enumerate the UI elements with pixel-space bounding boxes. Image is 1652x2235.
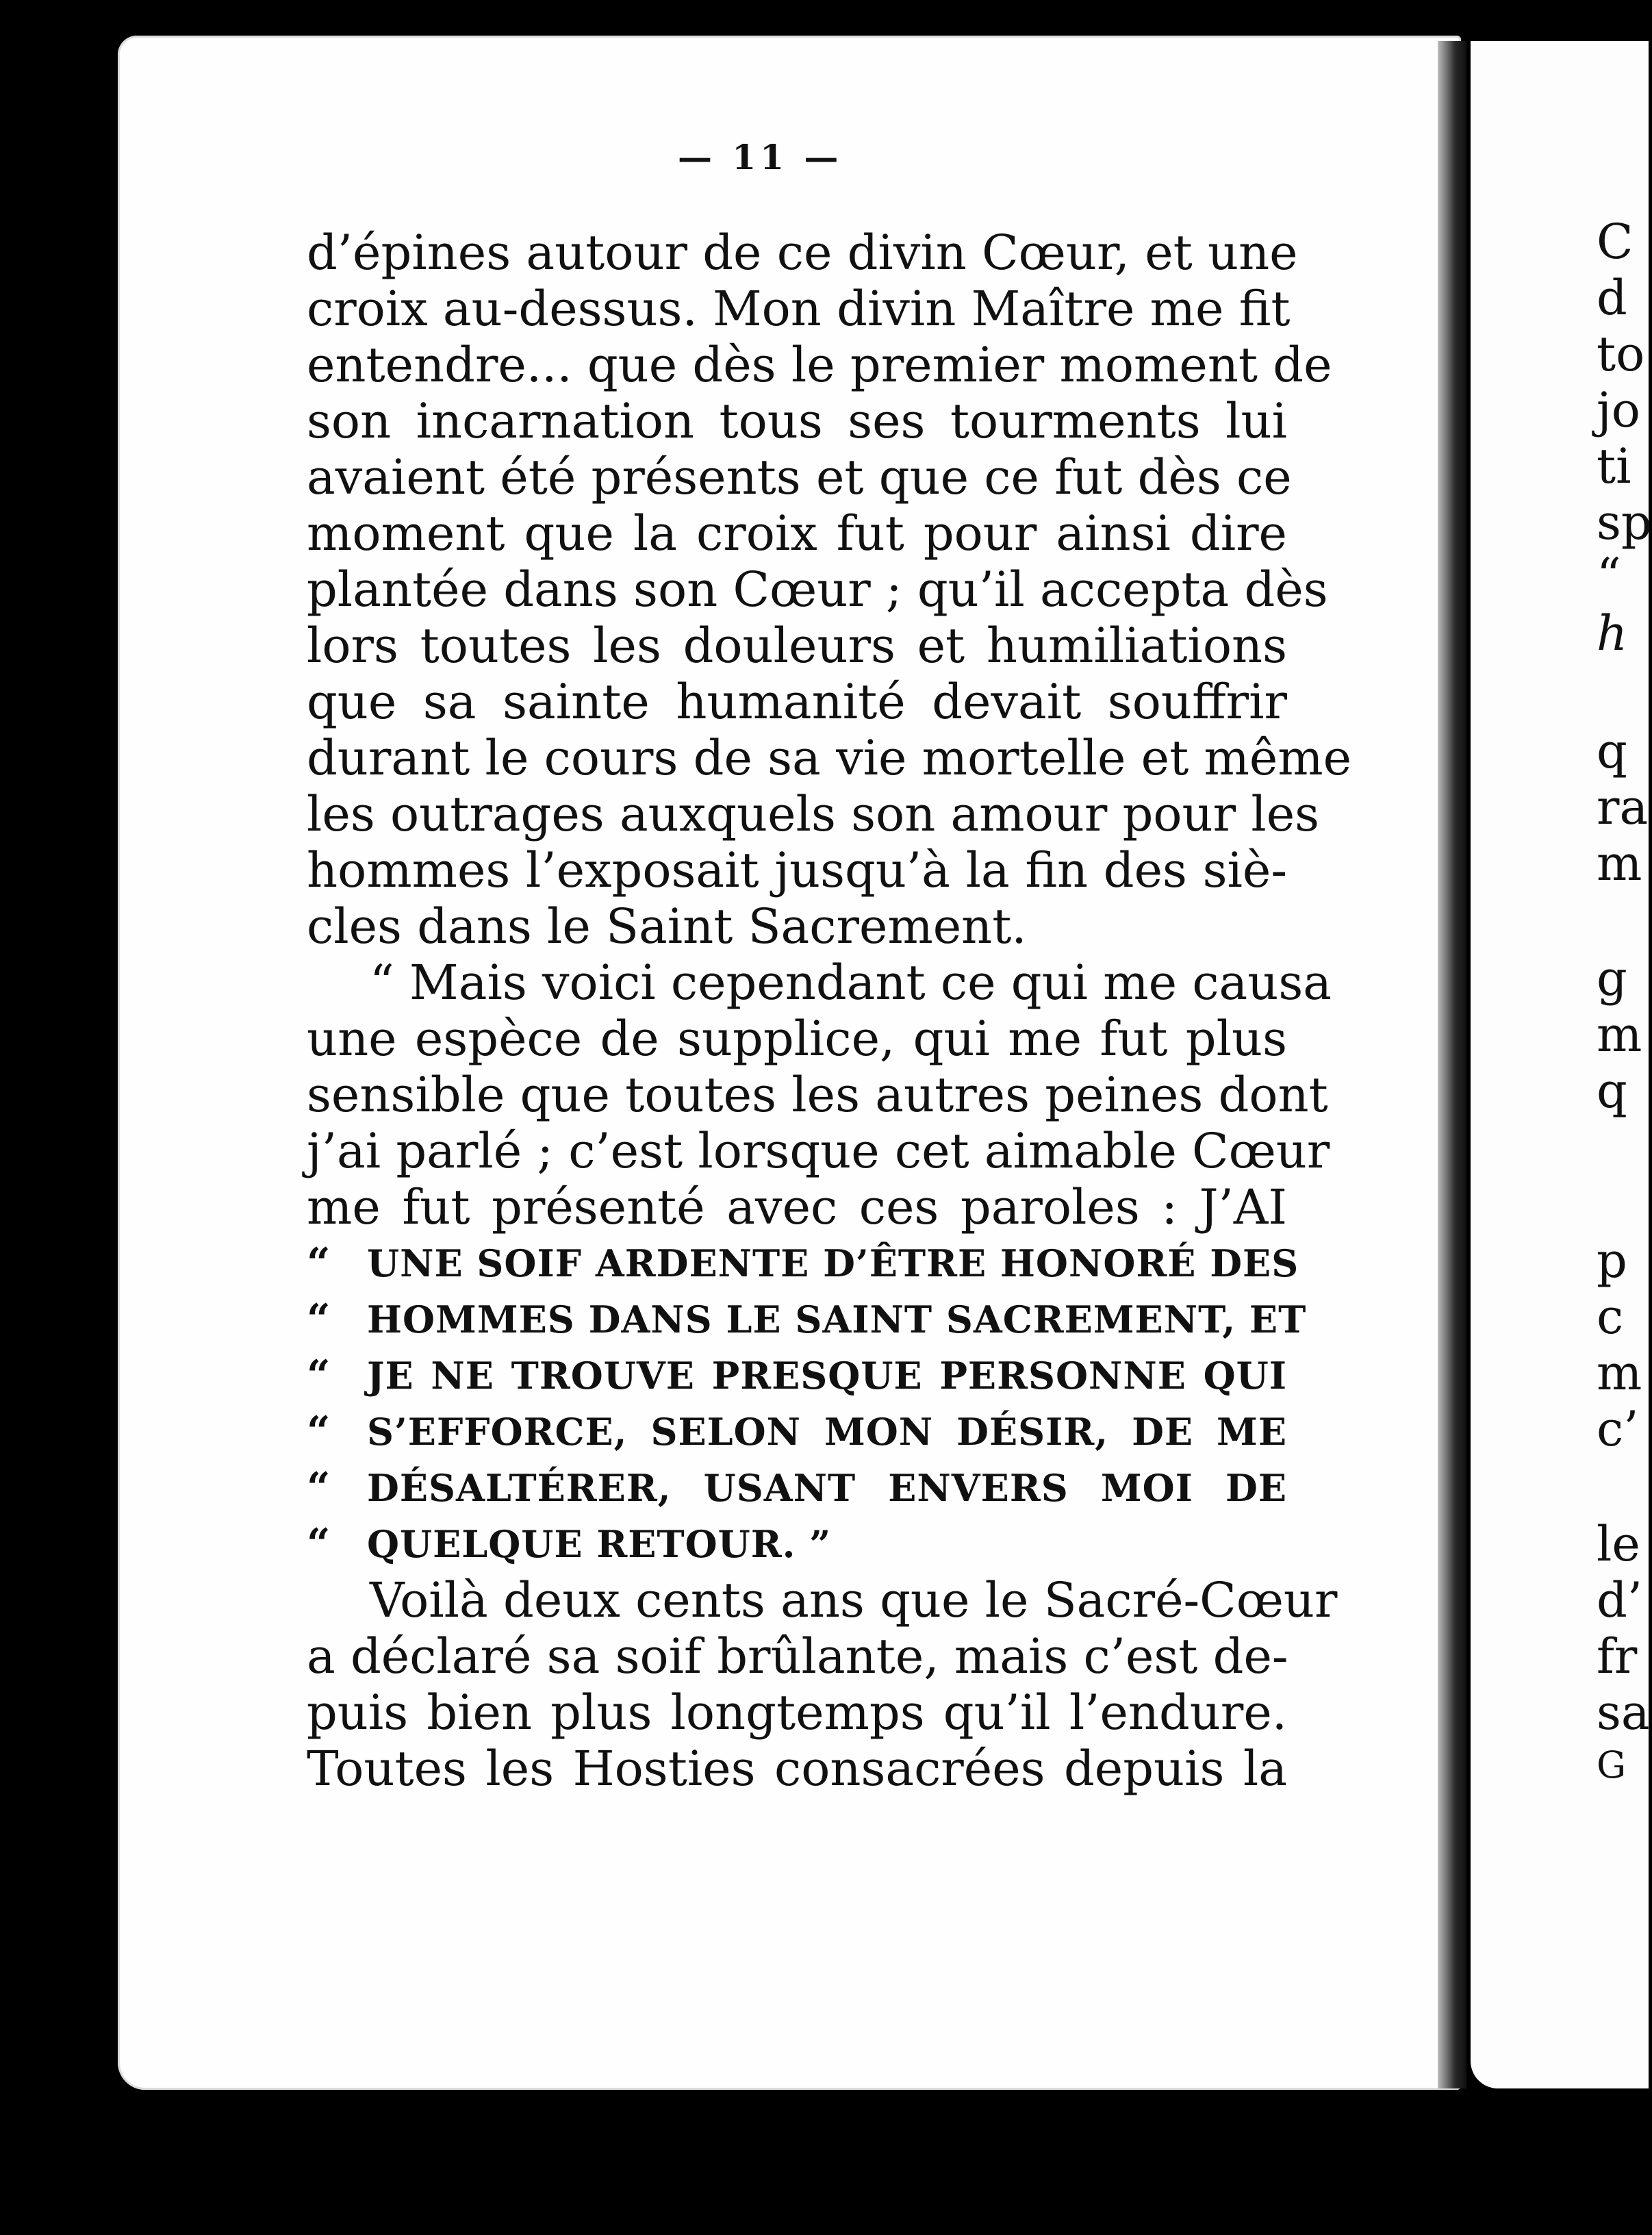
right-page-fragment: m bbox=[1597, 835, 1642, 892]
text-line: Toutes les Hosties consacrées depuis la bbox=[307, 1741, 1287, 1797]
text-line: puis bien plus longtemps qu’il l’endure. bbox=[307, 1684, 1287, 1741]
quote-mark: “ bbox=[307, 1239, 331, 1287]
quote-line: “ QUELQUE RETOUR. ” bbox=[307, 1516, 1287, 1572]
text-line: croix au-dessus. Mon divin Maître me fit bbox=[307, 281, 1291, 337]
right-page-fragment: d bbox=[1597, 270, 1627, 326]
right-page-fragment: q bbox=[1597, 723, 1627, 779]
right-page-fragment: h bbox=[1597, 605, 1628, 661]
text-line: cles dans le Saint Sacrement. bbox=[307, 898, 1027, 955]
right-page-fragment: p bbox=[1597, 1233, 1627, 1289]
text-line: son incarnation tous ses tourments lui bbox=[307, 393, 1287, 449]
right-page-fragment: ra bbox=[1597, 779, 1649, 835]
quote-block bbox=[307, 1235, 1307, 1572]
text-line: lors toutes les douleurs et humiliations bbox=[307, 618, 1287, 674]
text-line: Voilà deux cents ans que le Sacré-Cœur bbox=[370, 1572, 1338, 1628]
right-page-fragment: sa bbox=[1597, 1684, 1650, 1741]
right-page-fragment: c bbox=[1597, 1289, 1624, 1345]
body-text bbox=[307, 144, 1352, 1797]
text-line: hommes l’exposait jusqu’à la fin des siè- bbox=[307, 842, 1287, 898]
right-page-fragment: sp bbox=[1597, 494, 1652, 551]
text-line: a déclaré sa soif brûlante, mais c’est de- bbox=[307, 1628, 1288, 1684]
text-line: durant le cours de sa vie mortelle et même bbox=[307, 730, 1352, 786]
right-page-fragment: to bbox=[1597, 326, 1645, 382]
text-line: les outrages auxquels son amour pour les bbox=[307, 786, 1320, 842]
paragraph-1 bbox=[307, 225, 1352, 955]
right-page-fragment: m bbox=[1597, 1345, 1642, 1401]
quote-line: “ S’EFFORCE, SELON MON DÉSIR, DE ME bbox=[307, 1404, 1287, 1460]
right-page-fragment: G bbox=[1597, 1743, 1627, 1786]
paragraph-2 bbox=[307, 955, 1332, 1235]
right-page-fragment: ti bbox=[1597, 438, 1631, 494]
quote-line: “ JE NE TROUVE PRESQUE PERSONNE QUI bbox=[307, 1348, 1287, 1404]
right-page-fragment: m bbox=[1597, 1007, 1642, 1063]
quote-mark: “ bbox=[307, 1408, 331, 1456]
text-line: entendre... que dès le premier moment de bbox=[307, 337, 1332, 393]
text-line: “ Mais voici cependant ce qui me causa bbox=[370, 955, 1332, 1011]
quote-mark: “ bbox=[307, 1464, 331, 1512]
page-number: — 11 — bbox=[678, 137, 843, 177]
text-line: moment que la croix fut pour ainsi dire bbox=[307, 505, 1287, 561]
quote-line: “ DÉSALTÉRER, USANT ENVERS MOI DE bbox=[307, 1460, 1287, 1516]
right-page-fragment: d’ bbox=[1597, 1572, 1643, 1628]
text-line: une espèce de supplice, qui me fut plus bbox=[307, 1011, 1287, 1067]
text-line: j’ai parlé ; c’est lorsque cet aimable Cœur bbox=[307, 1123, 1330, 1179]
text-line: me fut présenté avec ces paroles : J’AI bbox=[307, 1179, 1287, 1235]
text-line: sensible que toutes les autres peines dont bbox=[307, 1067, 1328, 1123]
right-page-fragment: g bbox=[1597, 950, 1627, 1007]
right-page-fragment: c’ bbox=[1597, 1401, 1639, 1457]
paragraph-3 bbox=[307, 1572, 1338, 1797]
text-line: d’épines autour de ce divin Cœur, et une bbox=[307, 225, 1298, 281]
right-page-fragment: fr bbox=[1597, 1628, 1638, 1684]
right-page-fragment: le bbox=[1597, 1516, 1640, 1572]
text-line: plantée dans son Cœur ; qu’il accepta dès bbox=[307, 561, 1328, 618]
quote-mark: “ bbox=[307, 1296, 331, 1343]
quote-line: “ UNE SOIF ARDENTE D’ÊTRE HONORÉ DES bbox=[307, 1235, 1287, 1291]
right-page-fragment: jo bbox=[1597, 382, 1640, 438]
right-page-fragment: “ bbox=[1597, 548, 1621, 604]
quote-mark: “ bbox=[307, 1352, 331, 1400]
text-line: avaient été présents et que ce fut dès ce bbox=[307, 449, 1292, 505]
book-gutter bbox=[1438, 41, 1466, 2088]
right-page-fragment: q bbox=[1597, 1063, 1627, 1119]
text-line: que sa sainte humanité devait souffrir bbox=[307, 674, 1287, 730]
right-page-fragment: C bbox=[1597, 214, 1634, 270]
quote-line: “ HOMMES DANS LE SAINT SACREMENT, ET bbox=[307, 1291, 1287, 1348]
quote-mark: “ bbox=[307, 1520, 331, 1568]
